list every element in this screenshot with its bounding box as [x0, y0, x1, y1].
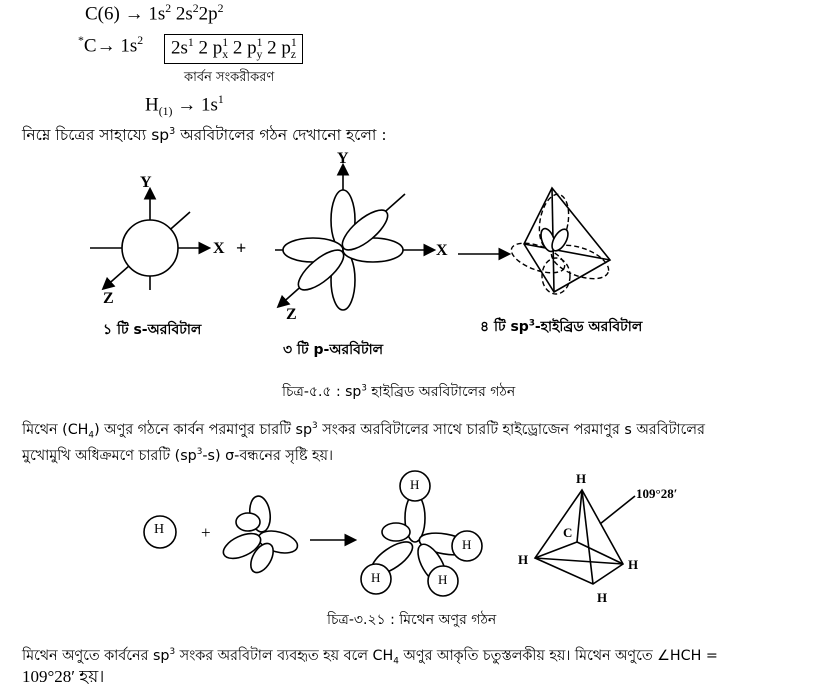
h-left-label: H [371, 570, 381, 585]
label-sp3-orbital: ৪ টি $sp^3-হাইব্রিড$ অরবিটাল [480, 318, 643, 335]
tet-h-right: H [628, 557, 639, 572]
tetrahedron [535, 490, 623, 584]
sp3-hybrid-diagram [510, 180, 620, 300]
plus-sign-2: + [201, 523, 211, 542]
angle-pointer [600, 496, 635, 524]
hybrid-orbital-box: $2s^1$ 2 $p^1_x$ 2 $p^1_y$ 2 $p^1_z$ [164, 34, 303, 64]
p-axis-z: Z [286, 306, 297, 323]
h-right-label: H [462, 537, 472, 552]
methane-paragraph-line-1: মিথেন $(CH_4)$ অণুর গঠনে কার্বন পরমাণুর চারটি $sp^3$ সংকর অরবিটালের সাথে চারটি হাইড্রোজেন পরমাণুর s অরবিটালের [22, 421, 705, 441]
p-axis-y: Y [337, 150, 349, 167]
s-orbital-sphere [122, 220, 178, 276]
hydrogen-config: $H_{(1)} \to 1s^1$ [145, 93, 224, 119]
box-label: কার্বন সংকরীকরণ [184, 70, 275, 85]
reaction-arrow-1 [458, 248, 518, 260]
tet-h-left: H [518, 552, 529, 567]
p-orbitals-diagram [265, 160, 455, 320]
intro-line: নিম্নে চিত্রের সাহায্যে $sp^3$ অরবিটালের গঠন দেখানো হলো : [22, 126, 387, 145]
s-orbital-diagram [80, 170, 230, 310]
methane-paragraph-line-2: মুখোমুখি অধিক্রমণে চারটি $(sp^3-s)$ σ-বন্ধনের সৃষ্টি হয়। [22, 447, 334, 464]
tet-c-label: C [563, 525, 573, 540]
p-lobes [283, 190, 403, 310]
label-p-orbital: ৩ টি p-অরবিটাল [283, 342, 384, 358]
label-s-orbital: ১ টি s-অরবিটাল [103, 322, 202, 338]
figure-caption-1: চিত্র-৫.৫ : $sp^3$ হাইব্রিড অরবিটালের গঠন [282, 383, 516, 400]
p-axis-x: X [436, 242, 448, 259]
carbon-ground-config: $C(6) \to 1s^2$ $2s^22p^2$ [85, 2, 224, 25]
s-axis-x: X [213, 240, 225, 257]
final-paragraph-line-2: 109°28′ হয়। [22, 667, 105, 686]
figure-caption-2: চিত্র-৩.২১ : মিথেন অণুর গঠন [327, 612, 497, 628]
s-axis-z: Z [103, 290, 114, 307]
h-top-label: H [410, 477, 420, 492]
carbon-excited-config: $^*C\to 1s^2$ [78, 34, 144, 57]
plus-sign: + [236, 238, 247, 258]
tet-h-bottom: H [597, 590, 608, 605]
h-bottom-label: H [438, 572, 448, 587]
s-axis-y: Y [140, 174, 152, 191]
final-paragraph-line-1: মিথেন অণুতে কার্বনের $sp^3$ সংকর অরবিটাল ব্যবহৃত হয় বলে $CH_4$ অণুর আকৃতি চতুস্তলকীয় হয়। মিথেন অণুতে ∠HCH = [22, 647, 718, 667]
bond-angle-label: 109°28′ [636, 486, 678, 501]
carbon-sp3-lobes [220, 495, 300, 577]
tet-h-top: H [576, 471, 587, 486]
h-atom-label: H [154, 522, 165, 537]
